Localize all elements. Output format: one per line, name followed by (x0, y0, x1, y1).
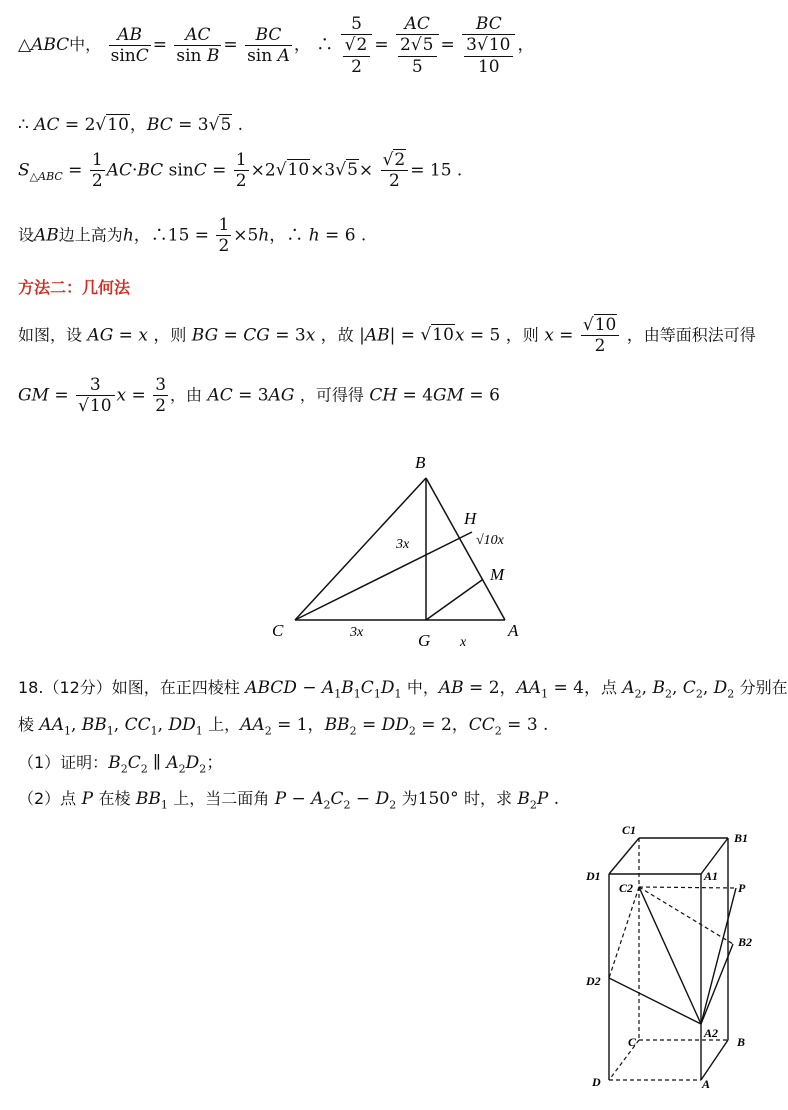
method-two-line-1: 如图，设 AG = x ，则 BG = CG = 3x ，故 |AB| = √10x = 5 ，则 x = √ $\frac{10}{2}$ ，由等面积法可得 (18, 315, 756, 357)
label-h: H (464, 509, 477, 528)
problem-18-part-1: （1）证明：$B_2C_2$ ∥ $A_2D_2$； (18, 753, 224, 776)
label-a1: A1 (704, 869, 719, 883)
label-ga-length: x (460, 635, 467, 650)
area-line: $S_{\triangle ABC}$ = $\frac{1}{2}$ AC·BC sinC = $\frac{1}{2}$ ×2√ 10×3√ 5× √ $\frac{2}{2}$ = 15 . (18, 150, 462, 192)
prism-figure (580, 820, 760, 1090)
problem-18-stem-2: 棱 $AA_1$, $BB_1$, $CC_1$, $DD_1$ 上，$AA_2 = 1$，$BB_2 = DD_2 = 2$，$CC_2 = 3$ . (18, 715, 549, 738)
problem-18-stem-1: 18.（12分）如图，在正四棱柱 ABCD − $A_1B_1C_1D_1$ 中，AB = 2，$AA_1 = 4$，点 $A_2$, $B_2$, $C_2$, $D_2$ 分别在 (18, 678, 788, 701)
label-d2: D2 (586, 974, 601, 988)
label-ab-length: √10x (476, 533, 504, 548)
method-two-line-2: GM = 3 √10 x = $\frac{3}{2}$ ，由 AC = 3AG ，可得得 CH = 4GM = 6 (18, 375, 500, 417)
height-line: 设AB边上高为h，∴15 = $\frac{1}{2}$ ×5h，∴ h = 6 . (18, 215, 367, 257)
label-b1: B1 (734, 831, 749, 845)
label-g: G (418, 631, 431, 650)
label-b: B (415, 453, 426, 472)
label-d: D (592, 1075, 601, 1089)
label-c: C (628, 1035, 637, 1049)
law-of-sines-line: △ABC中， $\frac{AB}{\sin C}$ = $\frac{AC}{\text{sin B}}$ = $\frac{BC}{\text{sin A}}$ ， ∴ 5 $√\frac{2}{2}$ = $\frac{AC}{\frac{2√ 5}{5}}$ = $\frac{BC}{\frac{3√ 10}{10}}$ ， (18, 14, 534, 77)
label-c: C (272, 621, 284, 640)
label-p: P (738, 881, 746, 895)
label-m: M (490, 565, 505, 584)
triangle-figure (260, 448, 540, 653)
label-bg-length: 3x (396, 537, 410, 552)
sides-line: ∴ AC = 2√ 10，BC = 3√ 5 . (18, 110, 243, 135)
segment-gm (426, 580, 482, 620)
label-d1: D1 (586, 869, 601, 883)
problem-18-part-2: （2）点 P 在棱 $BB_1$ 上，当二面角 $P - A_2C_2 - D_2$ 为150° 时，求 $B_2P$ . (18, 789, 560, 812)
label-a: A (508, 621, 519, 640)
label-a: A (702, 1077, 711, 1091)
method-two-heading: 方法二：几何法 (18, 278, 131, 297)
label-b2: B2 (738, 935, 753, 949)
label-a2: A2 (704, 1026, 719, 1040)
label-b: B (737, 1035, 746, 1049)
label-cg-length: 3x (350, 625, 364, 640)
label-c1: C1 (622, 823, 637, 837)
label-c2: C2 (619, 881, 634, 895)
